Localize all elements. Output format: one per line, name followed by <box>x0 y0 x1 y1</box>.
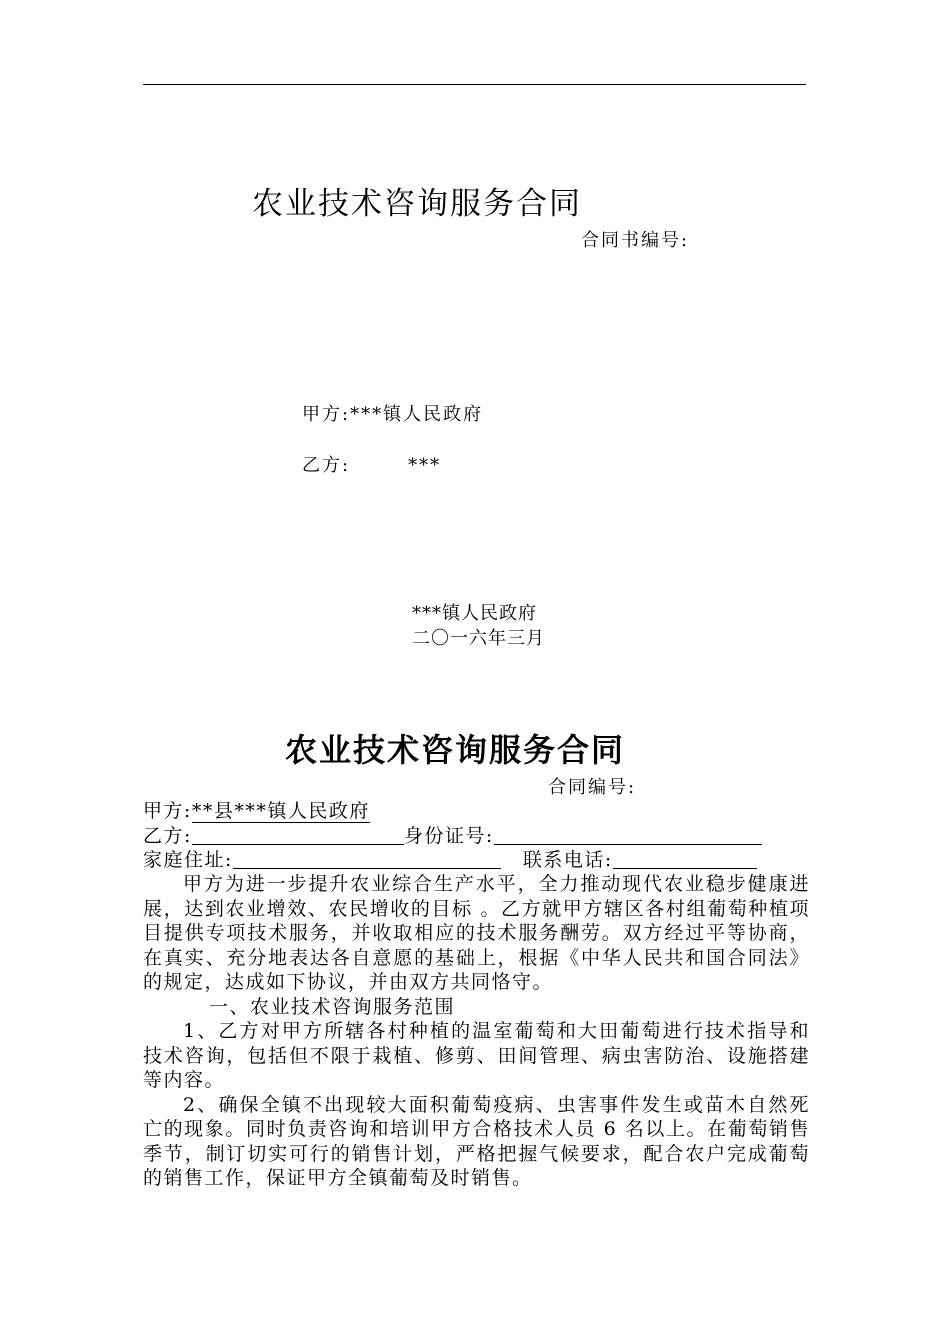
party-b-label: 乙方: <box>143 825 192 847</box>
intro-paragraph: 甲方为进一步提升农业综合生产水平，全力推动现代农业稳步健康进展，达到农业增效、农民增收的目标 。乙方就甲方辖区各村组葡萄种植项目提供专项技术服务，并收取相应的技术服务酬劳。双方经过平等协商，在真实、充分地表达各自意愿的基础上，根据《中华人民共和国合同法》的规定，达成如下协议，并由双方共同恪守。 <box>143 873 810 993</box>
address-blank[interactable] <box>233 850 501 869</box>
phone-blank[interactable] <box>613 850 757 869</box>
party-b-blank[interactable] <box>192 826 404 845</box>
cover-party-a-label: 甲方: <box>302 404 351 425</box>
contract-body <box>143 872 810 1191</box>
cover-date: 二〇一六年三月 <box>412 628 545 649</box>
cover-party-a-value: ***镇人民政府 <box>350 404 484 425</box>
address-label: 家庭住址: <box>143 849 233 871</box>
phone-label: 联系电话: <box>522 849 613 871</box>
cover-party-b <box>302 451 441 477</box>
cover-party-a <box>302 400 483 426</box>
clause-1: 1、乙方对甲方所辖各村种植的温室葡萄和大田葡萄进行技术指导和技术咨询，包括但不限于栽植、修剪、田间管理、病虫害防治、设施搭建等内容。 <box>143 1020 810 1091</box>
clause-2: 2、确保全镇不出现较大面积葡萄疫病、虫害事件发生或苗木自然死亡的现象。同时负责咨询和培训甲方合格技术人员 6 名以上。在葡萄销售季节，制订切实可行的销售计划，严格把握气候要求，配合农户完成葡萄的销售工作，保证甲方全镇葡萄及时销售。 <box>143 1093 810 1189</box>
party-a-value: **县***镇人民政府 <box>191 800 370 822</box>
contract-title: 农业技术咨询服务合同 <box>285 731 626 769</box>
cover-party-b-value: *** <box>408 455 442 476</box>
party-a-line <box>143 799 370 824</box>
section-1-heading: 一、农业技术咨询服务范围 <box>209 995 456 1018</box>
contract-number-label: 合同编号: <box>548 777 637 798</box>
party-a-label: 甲方: <box>143 800 192 822</box>
cover-title: 农业技术咨询服务合同 <box>252 186 582 222</box>
cover-issuer: ***镇人民政府 <box>412 603 537 624</box>
cover-contract-number-label: 合同书编号: <box>581 230 690 251</box>
cover-party-b-label: 乙方: <box>302 455 351 476</box>
header-rule <box>143 84 806 85</box>
id-number-label: 身份证号: <box>403 825 494 847</box>
party-b-line <box>143 824 762 849</box>
address-line <box>143 848 757 873</box>
id-number-blank[interactable] <box>494 826 762 845</box>
